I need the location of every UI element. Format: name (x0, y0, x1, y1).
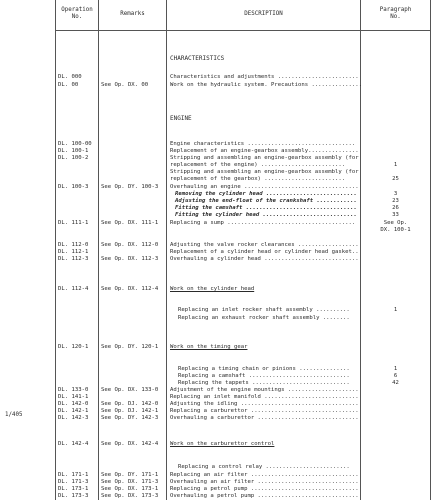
paragraph-no: See Op. (383, 220, 408, 226)
paragraph-no: 3 (393, 191, 398, 197)
rule-op-remarks (98, 0, 99, 500)
description: Replacing an air filter ................................ (170, 472, 359, 478)
description: Replacing an inlet rocker shaft assembly .......... (178, 307, 350, 313)
remarks: See Op. DX. 112-3 (101, 256, 159, 262)
description: replacement of the gearbox) ........................ (170, 176, 346, 182)
remarks: See Op. DX. 111-1 (101, 220, 159, 226)
op-no: DL. 141-1 (58, 394, 89, 400)
remarks: See Op. DY. 120-1 (101, 344, 159, 350)
op-no: DL. 100-1 (58, 148, 89, 154)
op-no: DL. 142-0 (58, 401, 89, 407)
paragraph-no: 1 (393, 162, 398, 168)
description: Adjusting the end-float of the crankshaft ............ (175, 198, 357, 204)
description: Replacement of a cylinder head or cylinder head gasket.. (170, 249, 359, 255)
op-no: DL. 173-1 (58, 486, 89, 492)
description: Fitting the cylinder head ............................ (175, 212, 357, 218)
op-no: DL. 111-1 (58, 220, 89, 226)
paragraph-no: 25 (392, 176, 399, 182)
paragraph-no: 23 (392, 198, 399, 204)
description: Fitting the camshaft ................................. (175, 205, 357, 211)
op-no: DL. 142-3 (58, 415, 89, 421)
remarks: See Op. DY. 142-3 (101, 415, 159, 421)
op-no: DL. 173-3 (58, 493, 89, 499)
header-operation-no: Operation No. (61, 7, 93, 20)
description: Replacement of an engine-gearbox assembly............... (170, 148, 359, 154)
op-no: DL. 112-0 (58, 242, 89, 248)
op-no: DL. 112-1 (58, 249, 89, 255)
description: Overhauling an engine .................................. (170, 184, 359, 190)
header-description: DESCRIPTION (244, 11, 283, 17)
remarks: See Op. DX. 133-0 (101, 387, 159, 393)
op-no: DL. 112-4 (58, 286, 89, 292)
description: Work on the timing gear (170, 344, 248, 350)
remarks: See Op. DX. 112-4 (101, 286, 159, 292)
remarks: See Op. DX. 171-3 (101, 479, 159, 485)
op-no: DL. 142-1 (58, 408, 89, 414)
description: Overhauling a carburettor .............................. (170, 415, 359, 421)
description: Removing the cylinder head ........................... (175, 191, 357, 197)
remarks: See Op. DX. 173-3 (101, 493, 159, 499)
op-no: DL. 133-0 (58, 387, 89, 393)
margin-page-ref: 1/405 (5, 412, 23, 418)
header-paragraph-no: Paragraph No. (379, 7, 412, 20)
paragraph-no: 42 (392, 380, 399, 386)
description: Work on the carburettor control (170, 441, 275, 447)
description: Replacing a control relay ......................... (178, 464, 350, 470)
op-no: DL. 100-00 (58, 141, 92, 147)
description: Characteristics and adjustments ........................ (170, 74, 359, 80)
remarks: See Op. DX. 00 (101, 82, 149, 88)
op-no: DL. 171-3 (58, 479, 89, 485)
description: replacement of the engine) ......................... (170, 162, 346, 168)
description: Adjustment of the engine mountings ..................... (170, 387, 359, 393)
description: Stripping and assembling an engine-gearbox assembly (for (170, 169, 359, 175)
description: Overhauling a cylinder head ............................ (170, 256, 359, 262)
paragraph-no-cont: DX. 100-1 (380, 227, 411, 233)
op-no: DL. 100-3 (58, 184, 89, 190)
description: Replacing the tappets ............................. (178, 380, 350, 386)
description: Replacing a camshaft .............................. (178, 373, 350, 379)
op-no: DL. 112-3 (58, 256, 89, 262)
description: Stripping and assembling an engine-gearbox assembly (for (170, 155, 359, 161)
description: Overhauling a petrol pump .............................. (170, 493, 359, 499)
paragraph-no: 6 (393, 373, 398, 379)
paragraph-no: 1 (393, 366, 398, 372)
paragraph-no: 33 (392, 212, 399, 218)
remarks: See Op. DJ. 142-1 (101, 408, 159, 414)
description: Replacing a carburettor ................................ (170, 408, 359, 414)
rule-desc-para (360, 0, 361, 500)
description: Replacing a petrol pump ................................ (170, 486, 359, 492)
description: Work on the cylinder head (170, 286, 255, 292)
header-remarks: Remarks (120, 11, 145, 17)
description: Overhauling an air filter .............................. (170, 479, 359, 485)
paragraph-no: 26 (392, 205, 399, 211)
section-characteristics: CHARACTERISTICS (170, 55, 225, 62)
section-engine: ENGINE (170, 115, 192, 122)
remarks: See Op. DY. 100-3 (101, 184, 159, 190)
op-no: DL. 100-2 (58, 155, 89, 161)
description: Replacing a sump ...................................... (170, 220, 356, 226)
op-no: DL. 171-1 (58, 472, 89, 478)
op-no: DL. 000 (58, 74, 82, 80)
rule-remarks-desc (166, 0, 167, 500)
rule-left (55, 0, 56, 500)
remarks: See Op. DY. 171-1 (101, 472, 159, 478)
description: Adjusting the idling ................................... (170, 401, 359, 407)
remarks: See Op. DJ. 142-0 (101, 401, 159, 407)
description: Replacing an inlet manifold ............................ (170, 394, 359, 400)
description: Adjusting the valve rocker clearances .................. (170, 242, 359, 248)
paragraph-no: 1 (393, 307, 398, 313)
op-no: DL. 142-4 (58, 441, 89, 447)
description: Replacing a timing chain or pinions ............... (178, 366, 350, 372)
description: Replacing an exhaust rocker shaft assembly ........ (178, 315, 350, 321)
remarks: See Op. DX. 142-4 (101, 441, 159, 447)
description: Engine characteristics ................................ (170, 141, 356, 147)
header-rule (55, 30, 431, 31)
remarks: See Op. DX. 173-1 (101, 486, 159, 492)
op-no: DL. 00 (58, 82, 79, 88)
description: Work on the hydraulic system. Precautions ............... (170, 82, 362, 88)
op-no: DL. 120-1 (58, 344, 89, 350)
remarks: See Op. DX. 112-0 (101, 242, 159, 248)
